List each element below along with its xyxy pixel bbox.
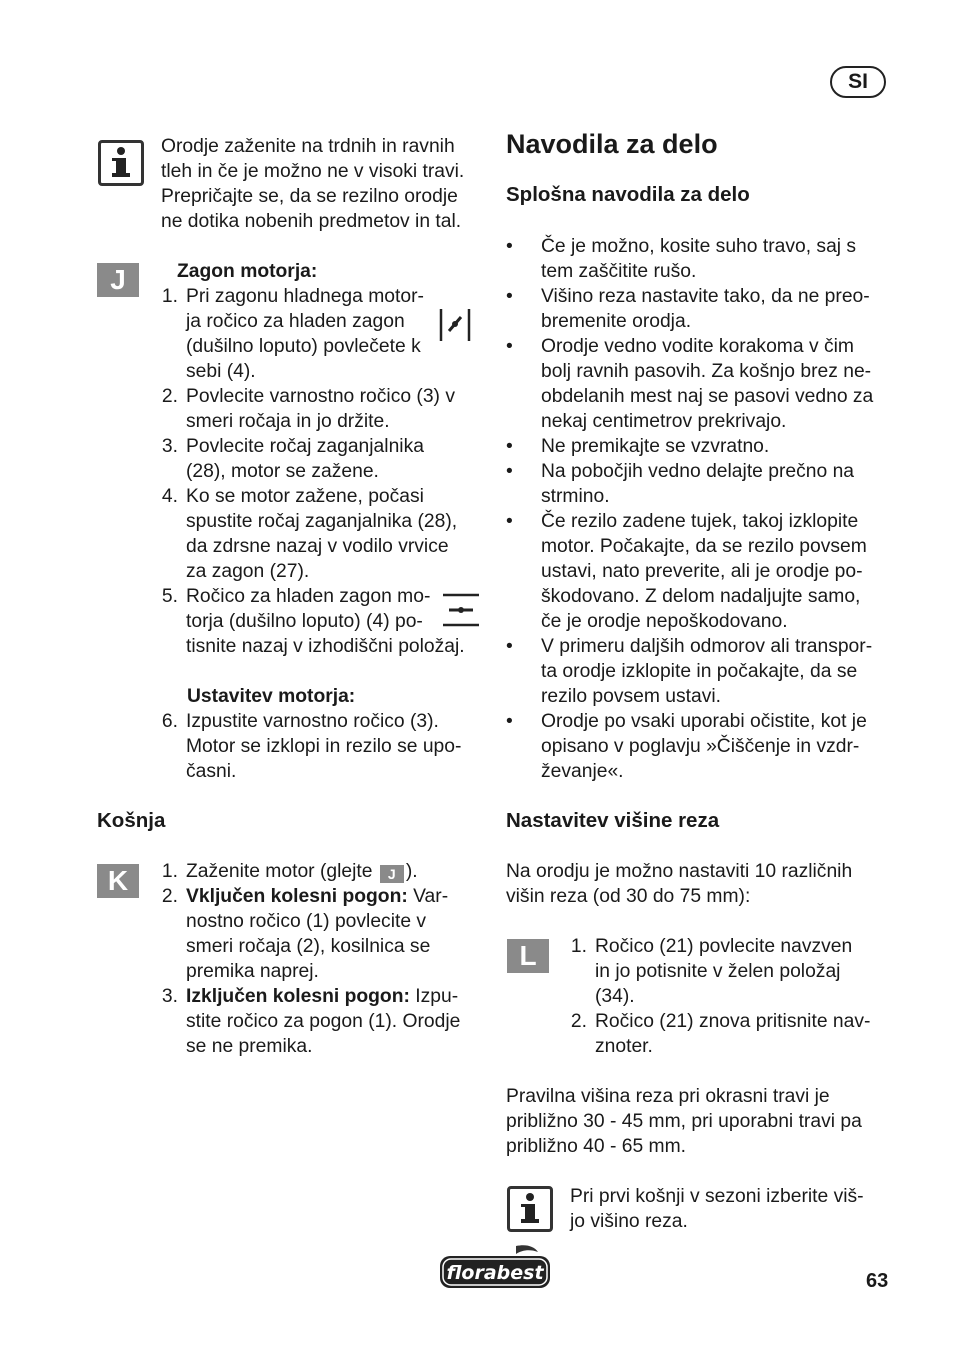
list-item: • Orodje po vsaki uporabi očistite, kot je opisano v poglavju »Čiščenje in vzdr- ževanje«. (506, 711, 867, 782)
info-note-first-mowing: Pri prvi košnji v sezoni izberite viš- jo višino reza. (570, 1186, 864, 1232)
list-item: 4. Ko se motor zažene, počasi spustite ročaj zaganjalnika (28), da zdrsne nazaj v vodilo vrvice za zagon (27). (161, 486, 458, 582)
choke-open-icon (443, 592, 479, 633)
info-icon (98, 140, 144, 186)
list-item: 2. Povlecite varnostno ročico (3) v smeri ročaja in jo držite. (161, 386, 455, 432)
cutting-height-steps (565, 934, 895, 1059)
step-marker-j: J (97, 263, 139, 297)
list-item: • Če rezilo zadene tujek, takoj izklopite motor. Počakajte, da se rezilo povsem ustavi, nato preverite, ali je orodje po- škodovano. Z delom nadaljujte samo, če je orodje nepoškodovano. (506, 511, 867, 632)
list-item: 5. Ročico za hladen zagon mo- torja (dušilno loputo) (4) po- tisnite nazaj v izhodiščni položaj. (161, 586, 465, 657)
start-engine-steps (156, 284, 486, 659)
section-subtitle: Splošna navodila za delo (506, 183, 750, 206)
list-item: • Višino reza nastavite tako, da ne preo- bremenite orodja. (506, 286, 870, 332)
start-engine-heading: Zagon motorja: (177, 261, 318, 282)
svg-text:florabest: florabest (446, 1262, 544, 1284)
cutting-height-intro: Na orodju je možno nastaviti 10 različnih višin reza (od 30 do 75 mm): (506, 861, 853, 907)
list-item: 3. Povlecite ročaj zaganjalnika (28), motor se zažene. (161, 436, 424, 482)
list-item: 1. Zaženite motor (glejte J ). (161, 861, 418, 882)
info-note: Orodje zaženite na trdnih in ravnih tleh in če je možno ne v visoki travi. Prepričajte se, da se rezilno orodje ne dotika nobenih predmetov in tal. (161, 136, 465, 232)
stop-engine-heading: Ustavitev motorja: (187, 686, 356, 707)
mowing-steps (156, 859, 486, 1059)
cutting-height-note: Pravilna višina reza pri okrasni travi je približno 30 - 45 mm, pri uporabni travi pa približno 40 - 65 mm. (506, 1086, 862, 1157)
page-number: 63 (866, 1270, 889, 1292)
list-item: • V primeru daljših odmorov ali transpor- ta orodje izklopite in počakajte, da se rezilo povsem ustavi. (506, 636, 873, 707)
florabest-logo (438, 1244, 552, 1295)
page-title: Navodila za delo (506, 129, 718, 159)
step-marker-k: K (97, 864, 139, 898)
step-ref-j: J (380, 865, 404, 883)
info-icon (507, 1186, 553, 1232)
general-instructions-list (506, 234, 896, 784)
list-item: 6. Izpustite varnostno ročico (3). Motor se izklopi in rezilo se upo- časni. (161, 711, 462, 782)
step-marker-l: L (507, 939, 549, 973)
list-item: • Če je možno, kosite suho travo, saj s tem zaščitite rušo. (506, 236, 857, 282)
list-item: 1. Pri zagonu hladnega motor- ja ročico za hladen zagon (dušilno loputo) povlečete k sebi (4). (161, 286, 424, 382)
cutting-height-heading: Nastavitev višine reza (506, 809, 720, 832)
list-item: 1. Ročico (21) povlecite navzven in jo potisnite v želen položaj (34). (570, 936, 853, 1007)
list-item: 3. Izključen kolesni pogon: Izpu- stite ročico za pogon (1). Orodje se ne premika. (161, 986, 461, 1057)
stop-engine-steps (156, 709, 486, 784)
list-item: 2. Ročico (21) znova pritisnite nav- znoter. (570, 1011, 871, 1057)
list-item: • Na pobočjih vedno delajte prečno na strmino. (506, 461, 855, 507)
mowing-heading: Košnja (97, 809, 166, 832)
list-item: 2. Vključen kolesni pogon: Var- nostno ročico (1) povlecite v smeri ročaja (2), kosilnica se premika naprej. (161, 886, 449, 982)
choke-closed-icon (439, 309, 471, 346)
list-item: • Orodje vedno vodite korakoma v čim bolj ravnih pasovih. Za košnjo brez ne- obdelanih mest naj se pasovi vedno za nekaj centimetrov prekrivajo. (506, 336, 874, 432)
language-badge: SI (830, 66, 886, 98)
list-item: • Ne premikajte se vzvratno. (506, 436, 770, 457)
